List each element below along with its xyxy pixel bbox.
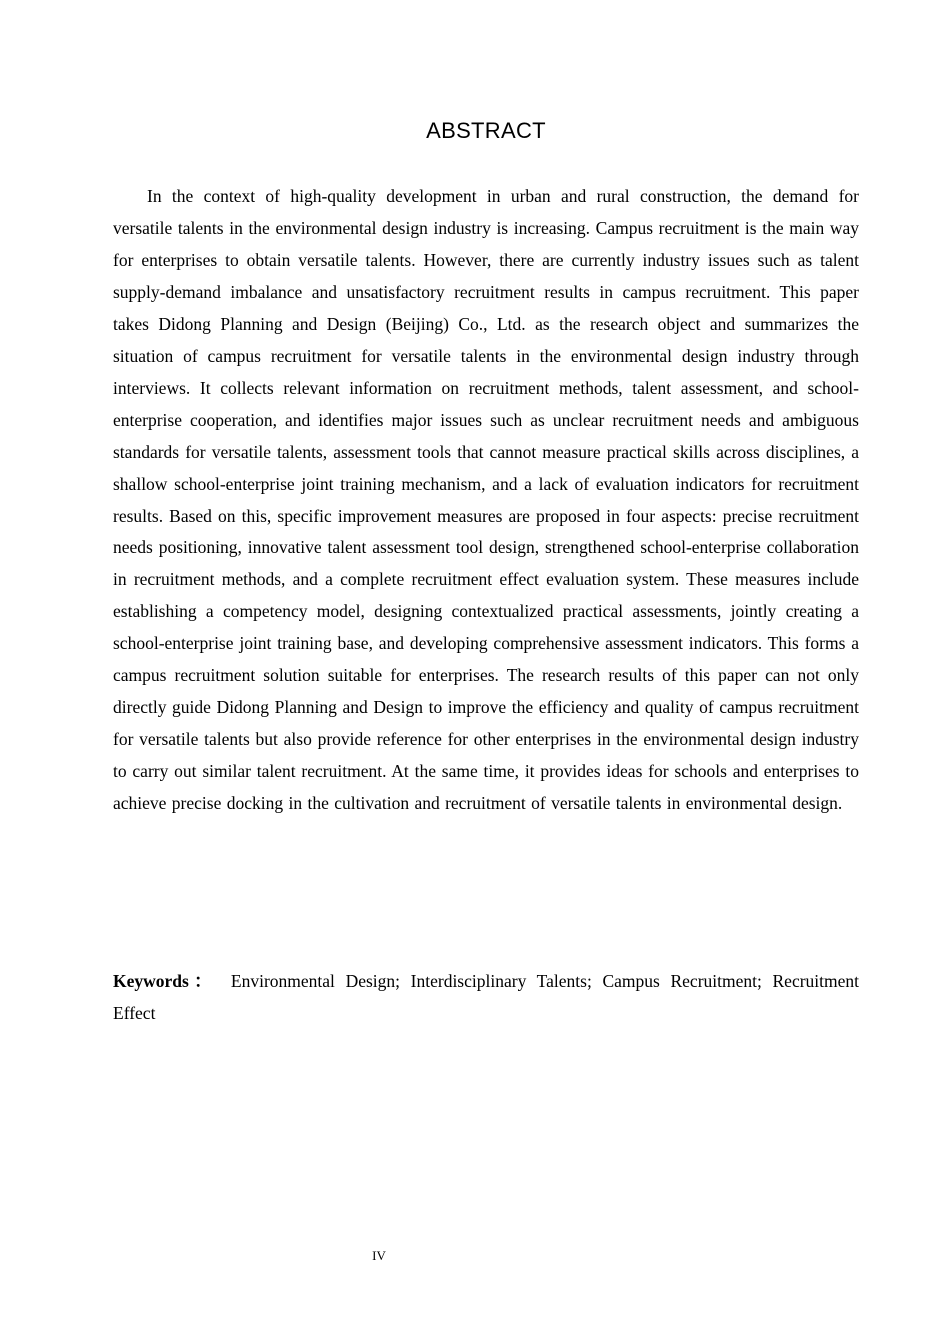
abstract-title: ABSTRACT <box>426 118 546 143</box>
keywords-paragraph <box>113 966 859 1030</box>
keywords-label: Keywords： <box>113 971 217 991</box>
keywords-list: Environmental Design; Interdisciplinary Talents; Campus Recruitment; Recruitment Effect <box>113 971 860 1023</box>
abstract-body: In the context of high-quality development in urban and rural construction, the demand for versatile talents in the environmental design industry is increasing. Campus recruitment is the main way for enterprises to obtain versatile talents. However, there are currently industry issues such as talent supply-demand imbalance and unsatisfactory recruitment results in campus recruitment. This paper takes Didong Planning and Design (Beijing) Co., Ltd. as the research object and summarizes the situation of campus recruitment for versatile talents in the environmental design industry through interviews. It collects relevant information on recruitment methods, talent assessment, and school-enterprise cooperation, and identifies major issues such as unclear recruitment needs and ambiguous standards for versatile talents, assessment tools that cannot measure practical skills across disciplines, a shallow school-enterprise joint training mechanism, and a lack of evaluation indicators for recruitment results. Based on this, specific improvement measures are proposed in four aspects: precise recruitment needs positioning, innovative talent assessment tool design, strengthened school-enterprise collaboration in recruitment methods, and a complete recruitment effect evaluation system. These measures include establishing a competency model, designing contextualized practical assessments, jointly creating a school-enterprise joint training base, and developing comprehensive assessment indicators. This forms a campus recruitment solution suitable for enterprises. The research results of this paper can not only directly guide Didong Planning and Design to improve the efficiency and quality of campus recruitment for versatile talents but also provide reference for other enterprises in the environmental design industry to carry out similar talent recruitment. At the same time, it provides ideas for schools and enterprises to achieve precise docking in the cultivation and recruitment of versatile talents in environmental design. <box>113 186 859 814</box>
page-number: IV <box>372 1248 386 1263</box>
